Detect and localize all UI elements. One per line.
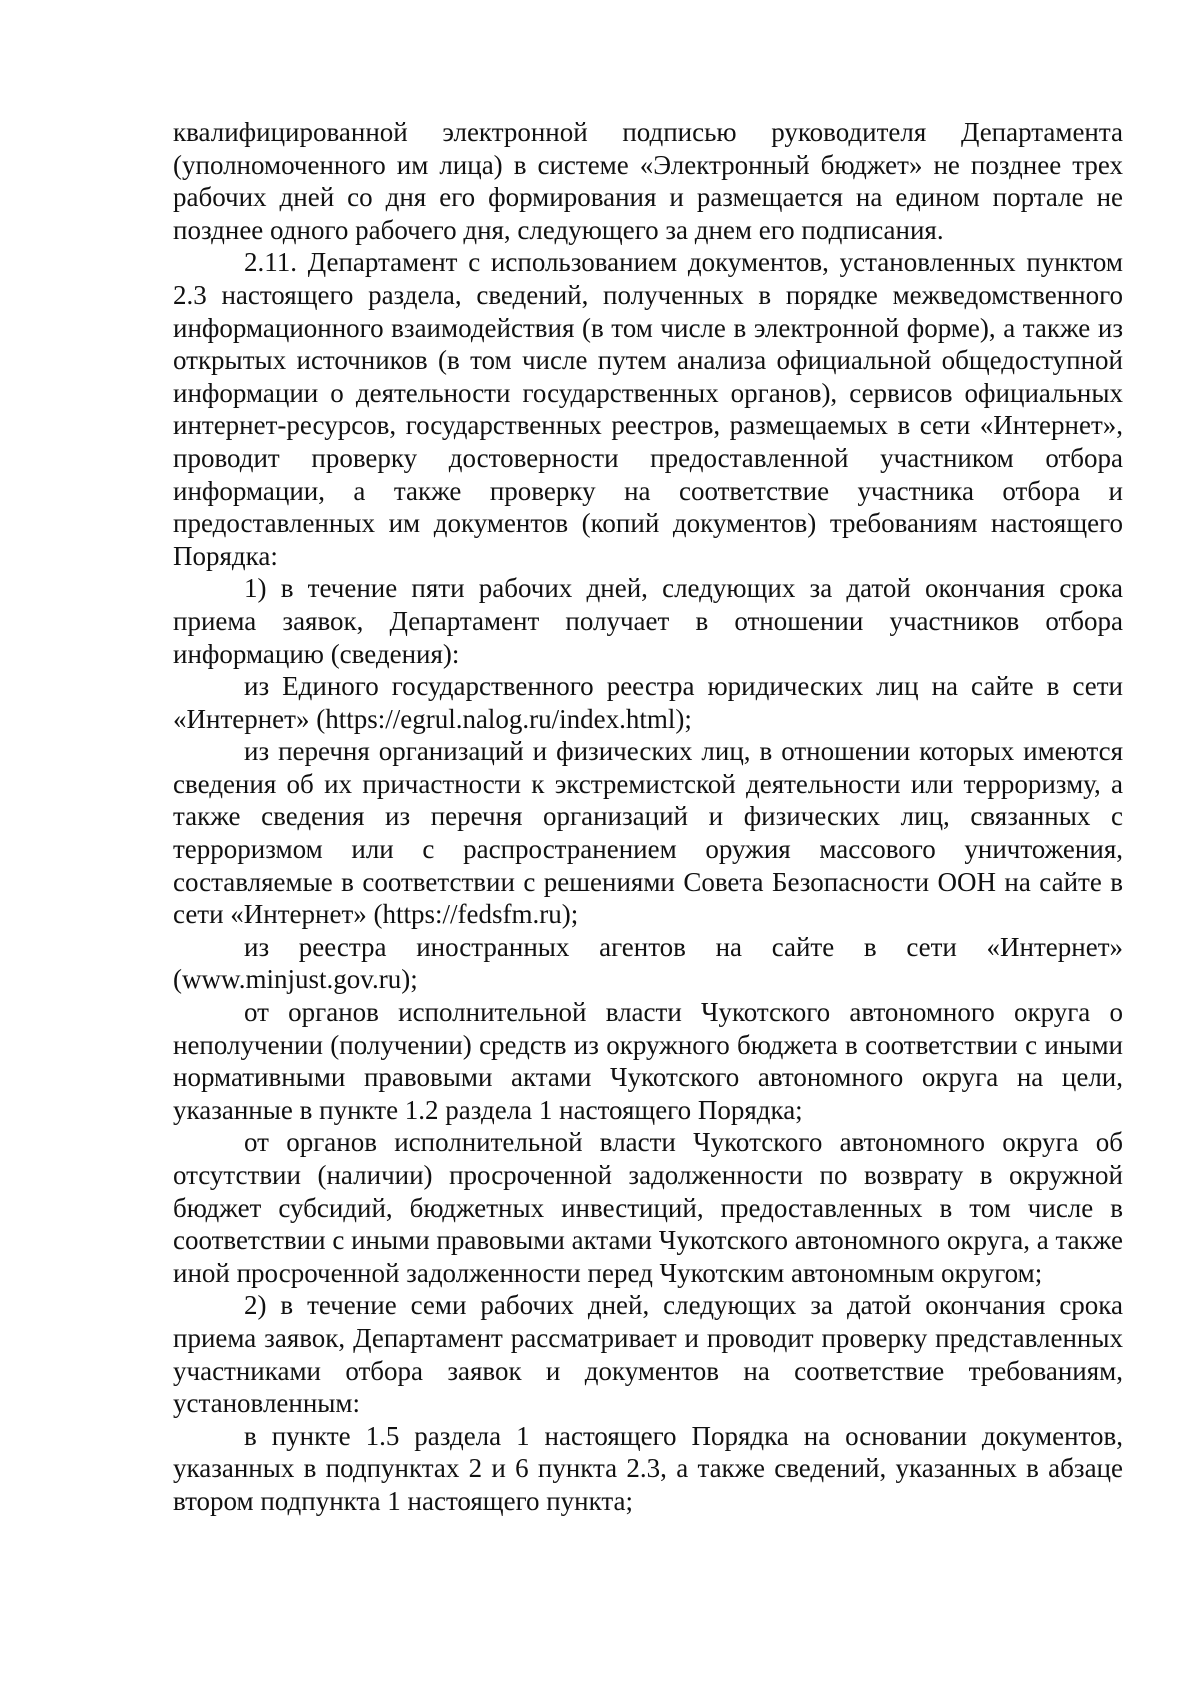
paragraph-funds-receipt-source: от органов исполнительной власти Чукотского автономного округа о неполучении (получении) средств из окружного бюджета в соответствии с иными нормативными правовыми актами Чукотского автономного округа на цели, указанные в пункте 1.2 раздела 1 настоящего Порядка;: [173, 997, 1123, 1125]
paragraph-debt-source: от органов исполнительной власти Чукотского автономного округа об отсутствии (наличии) просроченной задолженности по возврату в окружной бюджет субсидий, бюджетных инвестиций, предоставленных в том числе в соответствии с иными правовыми актами Чукотского автономного округа, а также иной просроченной задолженности перед Чукотским автономным округом;: [173, 1127, 1123, 1288]
document-body: [173, 116, 1123, 1518]
paragraph-continuation: квалифицированной электронной подписью руководителя Департамента (уполномоченного им лица) в системе «Электронный бюджет» не позднее трех рабочих дней со дня его формирования и размещается на едином портале не позднее одного рабочего дня, следующего за днем его подписания.: [173, 117, 1123, 245]
paragraph-egrul-source: из Единого государственного реестра юридических лиц на сайте в сети «Интернет» (https://egrul.nalog.ru/index.html);: [173, 671, 1123, 734]
paragraph-clause-2-11: 2.11. Департамент с использованием документов, установленных пунктом 2.3 настоящего раздела, сведений, полученных в порядке межведомственного информационного взаимодействия (в том числе в электронной форме), а также из открытых источников (в том числе путем анализа официальной общедоступной информации о деятельности государственных органов), сервисов официальных интернет-ресурсов, государственных реестров, размещаемых в сети «Интернет», проводит проверку достоверности предоставленной участником отбора информации, а также проверку на соответствие участника отбора и предоставленных им документов (копий документов) требованиям настоящего Порядка:: [173, 247, 1123, 571]
paragraph-terrorism-list-source: из перечня организаций и физических лиц, в отношении которых имеются сведения об их причастности к экстремистской деятельности или терроризму, а также сведения из перечня организаций и физических лиц, связанных с терроризмом или с распространением оружия массового уничтожения, составляемые в соответствии с решениями Совета Безопасности ООН на сайте в сети «Интернет» (https://fedsfm.ru);: [173, 736, 1123, 930]
paragraph-foreign-agents-source: из реестра иностранных агентов на сайте в сети «Интернет» (www.minjust.gov.ru);: [173, 931, 1123, 995]
paragraph-subclause-2: 2) в течение семи рабочих дней, следующих за датой окончания срока приема заявок, Департамент рассматривает и проводит проверку представленных участниками отбора заявок и документов на соответствие требованиям, установленным:: [173, 1290, 1123, 1419]
paragraph-clause-1-5-check: в пункте 1.5 раздела 1 настоящего Порядка на основании документов, указанных в подпунктах 2 и 6 пункта 2.3, а также сведений, указанных в абзаце втором подпункта 1 настоящего пункта;: [173, 1420, 1123, 1516]
paragraph-subclause-1: 1) в течение пяти рабочих дней, следующих за датой окончания срока приема заявок, Департамент получает в отношении участников отбора информацию (сведения):: [173, 573, 1123, 669]
